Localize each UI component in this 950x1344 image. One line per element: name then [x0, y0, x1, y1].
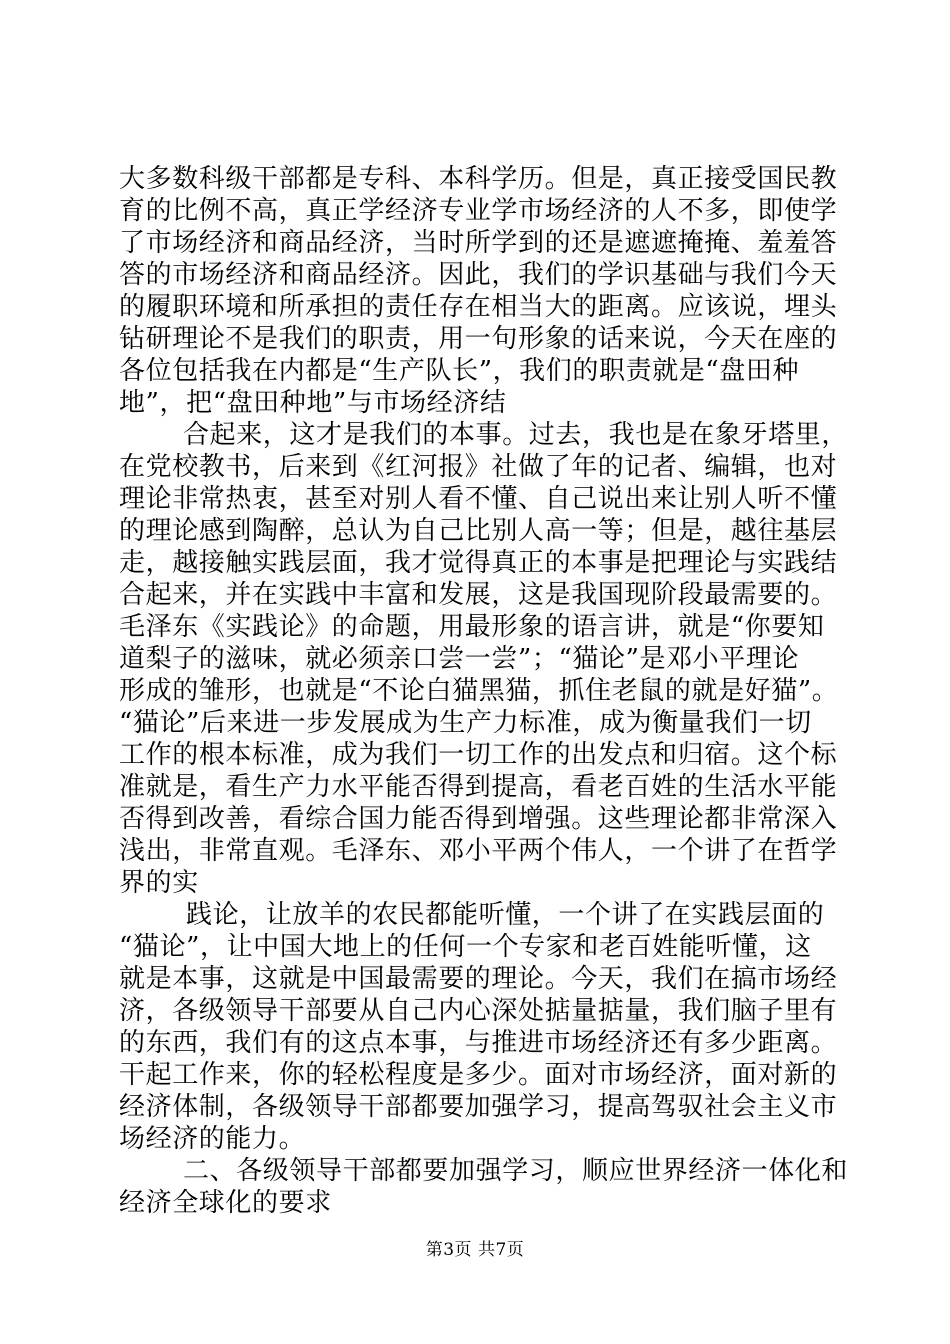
page-number: 第3页 共7页: [425, 1240, 525, 1260]
text-line: 经济体制，各级领导干部都要加强学习，提高驾驭社会主义市: [119, 1092, 838, 1122]
text-line: 干起工作来，你的轻松程度是多少。面对市场经济，面对新的: [119, 1060, 838, 1090]
text-line: “猫论”后来进一步发展成为生产力标准，成为衡量我们一切: [119, 708, 812, 738]
text-line: 走，越接触实践层面，我才觉得真正的本事是把理论与实践结: [119, 548, 838, 578]
text-line: 毛泽东《实践论》的命题，用最形象的语言讲，就是“你要知: [119, 612, 825, 642]
text-line: 钻研理论不是我们的职责，用一句形象的话来说，今天在座的: [119, 324, 838, 354]
text-line: 的理论感到陶醉，总认为自己比别人高一等；但是，越往基层: [119, 516, 838, 546]
text-line: 合起来，并在实践中丰富和发展，这是我国现阶段最需要的。: [119, 580, 838, 610]
text-line: 经济全球化的要求: [119, 1188, 332, 1218]
text-line: 济，各级领导干部要从自己内心深处掂量掂量，我们脑子里有: [119, 996, 838, 1026]
text-line: 育的比例不高，真正学经济专业学市场经济的人不多，即使学: [119, 196, 838, 226]
text-line: 否得到改善，看综合国力能否得到增强。这些理论都非常深入: [119, 804, 838, 834]
text-line: 就是本事，这就是中国最需要的理论。今天，我们在搞市场经: [119, 964, 838, 994]
text-line: 形成的雏形，也就是“不论白猫黑猫，抓住老鼠的就是好猫”。: [119, 676, 839, 706]
text-line: 场经济的能力。: [119, 1124, 306, 1154]
text-line: 了市场经济和商品经济，当时所学到的还是遮遮掩掩、羞羞答: [119, 228, 838, 258]
text-line: 在党校教书，后来到《红河报》社做了年的记者、编辑，也对: [119, 452, 838, 482]
text-line: 二、各级领导干部都要加强学习，顺应世界经济一体化和: [183, 1156, 849, 1186]
text-line: 地”，把“盘田种地”与市场经济结: [119, 388, 507, 418]
text-line: 工作的根本标准，成为我们一切工作的出发点和归宿。这个标: [119, 740, 838, 770]
text-line: 道梨子的滋味，就必须亲口尝一尝”；“猫论”是邓小平理论: [119, 644, 800, 674]
text-line: 合起来，这才是我们的本事。过去，我也是在象牙塔里，: [183, 420, 849, 450]
text-line: 的东西，我们有的这点本事，与推进市场经济还有多少距离。: [119, 1028, 838, 1058]
text-line: 答的市场经济和商品经济。因此，我们的学识基础与我们今天: [119, 260, 838, 290]
text-line: 践论，让放羊的农民都能听懂，一个讲了在实践层面的: [186, 900, 825, 930]
text-line: 理论非常热衷，甚至对别人看不懂、自己说出来让别人听不懂: [119, 484, 838, 514]
text-line: 的履职环境和所承担的责任存在相当大的距离。应该说，埋头: [119, 292, 838, 322]
text-line: 界的实: [119, 868, 199, 898]
text-line: 大多数科级干部都是专科、本科学历。但是，真正接受国民教: [119, 164, 838, 194]
text-line: “猫论”，让中国大地上的任何一个专家和老百姓能听懂，这: [119, 932, 812, 962]
text-line: 各位包括我在内都是“生产队长”，我们的职责就是“盘田种: [119, 356, 800, 386]
text-line: 准就是，看生产力水平能否得到提高，看老百姓的生活水平能: [119, 772, 838, 802]
text-line: 浅出，非常直观。毛泽东、邓小平两个伟人，一个讲了在哲学: [119, 836, 838, 866]
